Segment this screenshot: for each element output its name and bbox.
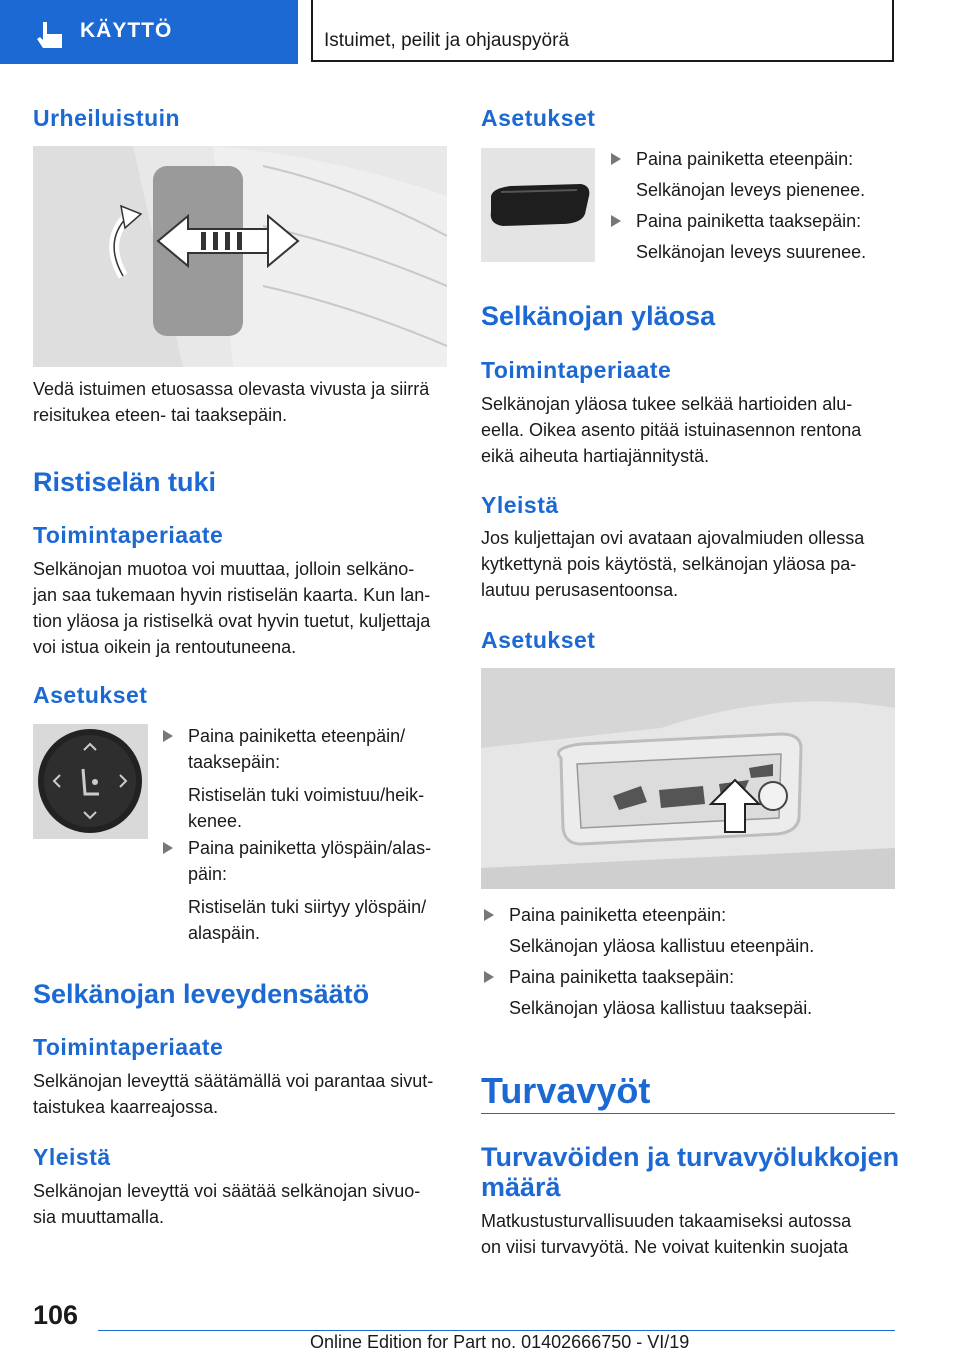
- seat-controls-image: [481, 668, 895, 889]
- width-button-image: [481, 148, 595, 262]
- bullet-triangle-icon: [484, 971, 494, 983]
- bullet-triangle-icon: [163, 842, 173, 854]
- bullet-result: Selkänojan yläosa kallistuu taaksepäi.: [509, 998, 813, 1018]
- upper-general-line: kytkettynä pois käytöstä, selkänojan yläosa pa-: [481, 554, 857, 574]
- subheading-principle: Toimintaperiaate: [33, 522, 224, 548]
- subheading-settings: Asetukset: [481, 627, 596, 653]
- bullet-triangle-icon: [163, 730, 173, 742]
- bullet-text: päin:: [188, 864, 228, 884]
- bullet-triangle-icon: [484, 909, 494, 921]
- subheading-settings: Asetukset: [33, 682, 148, 708]
- width-text-line: taistukea kaarreajossa.: [33, 1097, 219, 1117]
- width-general-line: Selkänojan leveyttä voi säätää selkänojan sivuo-: [33, 1181, 421, 1201]
- bullet-result: Ristiselän tuki siirtyy ylöspäin/: [188, 897, 427, 917]
- lumbar-text-line: jan saa tukemaan hyvin ristiselän kaarta. Kun lan-: [33, 585, 431, 605]
- subheading-general: Yleistä: [33, 1144, 111, 1170]
- bullet-triangle-icon: [611, 153, 621, 165]
- upper-general-line: lautuu perusasentoonsa.: [481, 580, 679, 600]
- upper-general-line: Jos kuljettajan ovi avataan ajovalmiuden ollessa: [481, 528, 865, 548]
- upper-text-line: eikä aiheuta hartiajännitystä.: [481, 446, 710, 466]
- bullet-text: Paina painiketta ylöspäin/alas-: [188, 838, 432, 858]
- lumbar-text-line: voi istua oikein ja rentoutuneena.: [33, 637, 297, 657]
- hand-pointer-icon: [34, 20, 66, 50]
- heading-rule: [481, 1113, 895, 1114]
- width-text-line: Selkänojan leveyttä säätämällä voi parantaa sivut-: [33, 1071, 434, 1091]
- heading-seat-belts: Turvavyöt: [481, 1070, 651, 1111]
- bullet-triangle-icon: [611, 215, 621, 227]
- page-number: 106: [33, 1300, 79, 1330]
- upper-text-line: eella. Oikea asento pitää istuinasennon rentona: [481, 420, 862, 440]
- bullet-result: Selkänojan leveys pienenee.: [636, 180, 866, 200]
- heading-lumbar-support: Ristiselän tuki: [33, 467, 217, 497]
- belt-text-line: Matkustusturvallisuuden takaamiseksi autossa: [481, 1211, 852, 1231]
- section-label: KÄYTTÖ: [80, 19, 173, 42]
- chapter-title: Istuimet, peilit ja ohjauspyörä: [324, 30, 570, 51]
- bullet-result: Ristiselän tuki voimistuu/heik-: [188, 785, 425, 805]
- lumbar-control-illustration: [33, 724, 148, 839]
- bullet-result: kenee.: [188, 811, 243, 831]
- bullet-text: Paina painiketta eteenpäin/: [188, 726, 406, 746]
- bullet-result: Selkänojan yläosa kallistuu eteenpäin.: [509, 936, 815, 956]
- heading-upper-backrest: Selkänojan yläosa: [481, 301, 716, 331]
- bullet-text: Paina painiketta eteenpäin:: [509, 905, 727, 925]
- subheading-general: Yleistä: [481, 492, 559, 518]
- subheading-settings: Asetukset: [481, 105, 596, 131]
- heading-backrest-width: Selkänojan leveydensäätö: [33, 979, 370, 1009]
- bullet-text: Paina painiketta eteenpäin:: [636, 149, 854, 169]
- seat-side-controls-illustration: [481, 668, 895, 889]
- lumbar-text-line: tion yläosa ja ristiselkä ovat hyvin tuetut, kuljettaja: [33, 611, 431, 631]
- width-rocker-illustration: [481, 148, 595, 262]
- belt-text-line: on viisi turvavyötä. Ne voivat kuitenkin suojata: [481, 1237, 849, 1257]
- heading-belt-count-2: määrä: [481, 1172, 561, 1202]
- heading-belt-count-1: Turvavöiden ja turvavyölukkojen: [481, 1142, 900, 1172]
- bullet-result: Selkänojan leveys suurenee.: [636, 242, 867, 262]
- bullet-text: Paina painiketta taaksepäin:: [636, 211, 862, 231]
- sport-seat-text-2: reisitukea eteen- tai taaksepäin.: [33, 405, 288, 425]
- bullet-text: taaksepäin:: [188, 752, 281, 772]
- lumbar-button-image: [33, 724, 148, 839]
- sport-seat-text-1: Vedä istuimen etuosassa olevasta vivusta ja siirrä: [33, 379, 430, 399]
- subheading-principle: Toimintaperiaate: [33, 1034, 224, 1060]
- subheading-principle: Toimintaperiaate: [481, 357, 672, 383]
- lumbar-text-line: Selkänojan muotoa voi muuttaa, jolloin selkäno-: [33, 559, 415, 579]
- upper-text-line: Selkänojan yläosa tukee selkää hartioiden alu-: [481, 394, 853, 414]
- seat-thigh-support-illustration: [33, 146, 447, 367]
- section-tab[interactable]: [0, 0, 298, 64]
- width-general-line: sia muuttamalla.: [33, 1207, 165, 1227]
- bullet-result: alaspäin.: [188, 923, 261, 943]
- heading-sport-seat: Urheiluistuin: [33, 105, 181, 131]
- edition-text: Online Edition for Part no. 01402666750 - VI/19: [310, 1332, 690, 1352]
- bullet-text: Paina painiketta taaksepäin:: [509, 967, 735, 987]
- sport-seat-image: [33, 146, 447, 367]
